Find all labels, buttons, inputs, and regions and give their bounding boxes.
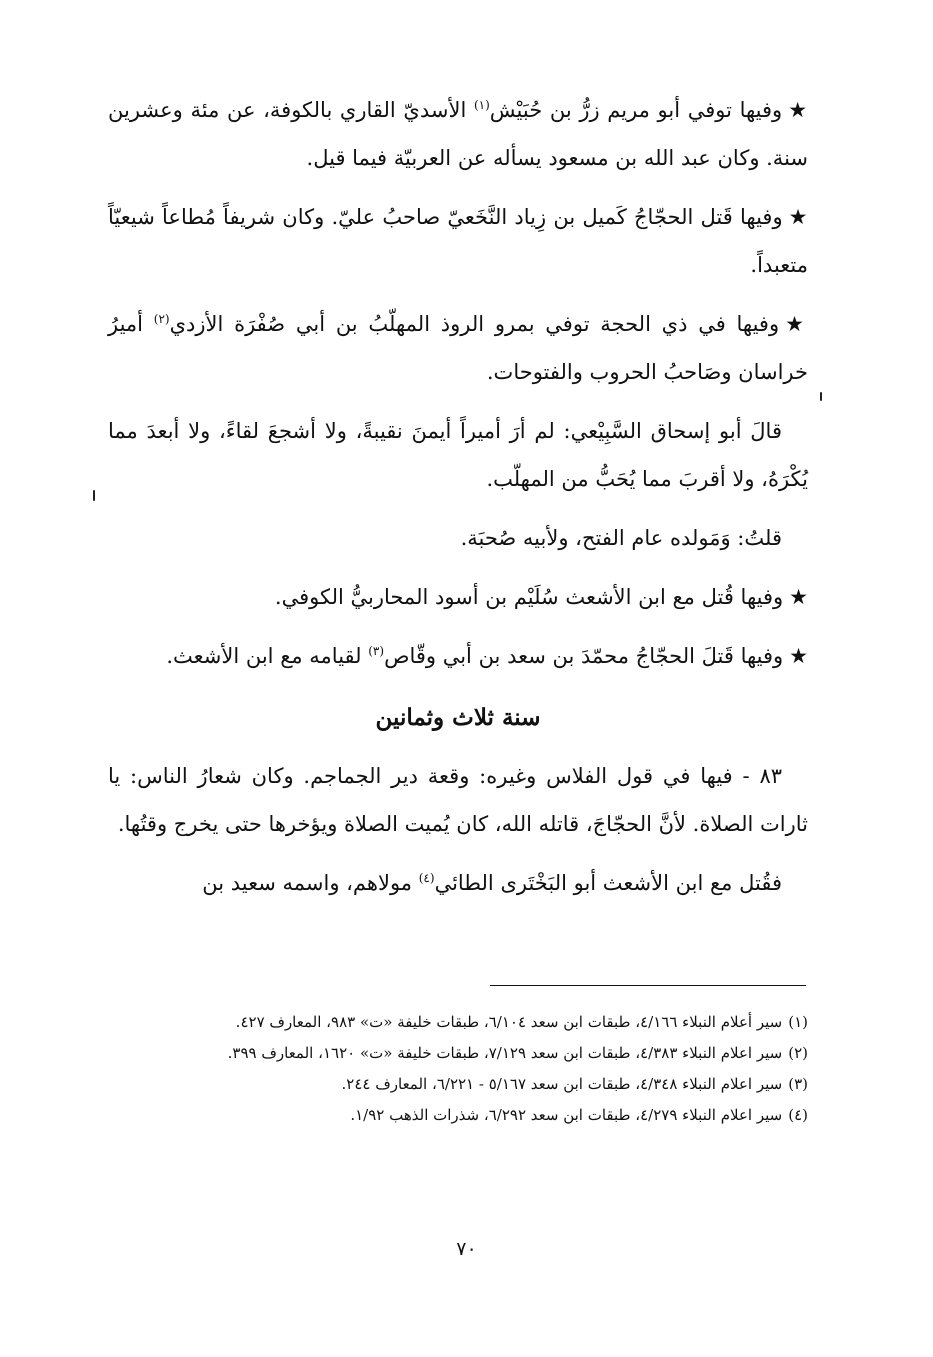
footnote-4-number: (٤) [788,1106,808,1124]
footnote-1-number: (١) [788,1013,808,1031]
footnote-1 [108,1008,808,1037]
paragraph-9 [108,859,808,907]
paragraph-7 [108,632,808,680]
footnote-ref-3: (٣) [368,644,385,658]
paragraph-8 [108,752,808,848]
paragraph-4-text: قالَ أبو إسحاق السَّبِيْعي: لم أرَ أميراً أيمنَ نقيبةً، ولا أشجعَ لقاءً، ولا أبعدَ مما يُكْرَهُ، ولا أقربَ مما يُحَبُّ من المهلّب. [108,419,808,491]
paragraph-1 [108,86,808,182]
paragraph-1-text: وفيها توفي أبو مريم زرُّ بن حُبَيْش [489,98,783,122]
main-text [108,86,808,918]
footnote-3-number: (٣) [788,1075,808,1093]
paragraph-6-text: وفيها قُتل مع ابن الأشعث سُلَيْم بن أسود المحاربيُّ الكوفي. [274,585,784,609]
paragraph-7-text: وفيها قَتلَ الحجّاجُ محمّدَ بن سعد بن أبي وقّاص [384,644,784,668]
star-icon: ★ [789,644,808,668]
footnote-divider [490,985,806,986]
paragraph-1-text-after: الأسديّ القاري بالكوفة، عن مئة وعشرين سنة. وكان عبد الله بن مسعود يسأله عن العربيّة فيما قيل. [108,98,808,170]
footnote-2 [108,1039,808,1068]
footnote-ref-1: (١) [473,98,490,112]
scan-speck [93,490,95,501]
paragraph-9-text-after: مولاهم، واسمه سعيد بن [202,871,419,895]
footnote-3-text: سير اعلام النبلاء ٤/٣٤٨، طبقات ابن سعد ٥/١٦٧ - ٦/٢٢١، المعارف ٢٤٤. [341,1075,783,1093]
paragraph-5-text: قلتُ: وَمَولده عام الفتح، ولأبيه صُحبَة. [460,526,782,550]
footnote-2-number: (٢) [788,1044,808,1062]
footnote-2-text: سير اعلام النبلاء ٤/٣٨٣، طبقات ابن سعد ٧/١٢٩، طبقات خليفة «ت» ١٦٢٠، المعارف ٣٩٩. [227,1044,783,1062]
scan-speck [820,392,822,401]
paragraph-2 [108,193,808,289]
paragraph-3-text: وفيها في ذي الحجة توفي بمرو الروذ المهلّبُ بن أبي صُفْرَة الأزدي [169,312,780,336]
footnotes [108,1008,808,1132]
footnote-ref-2: (٢) [153,312,170,326]
paragraph-8-text: ٨٣ - فيها في قول الفلاس وغيره: وقعة دير الجماجم. وكان شعارُ الناس: يا ثارات الصلاة. لأنَّ الحجّاجَ، قاتله الله، كان يُميت الصلاة ويؤخرها حتى يخرج وقتُها. [108,764,808,836]
section-heading: سنة ثلاث وثمانين [375,704,541,731]
star-icon: ★ [789,585,808,609]
paragraph-9-text: فقُتل مع ابن الأشعث أبو البَخْتَرى الطائي [434,871,782,895]
paragraph-5 [108,514,808,562]
paragraph-3 [108,300,808,396]
footnote-ref-4: (٤) [418,871,435,885]
page-number: ٧٠ [456,1238,477,1260]
footnote-4 [108,1101,808,1130]
star-icon: ★ [785,312,808,336]
footnote-4-text: سير اعلام النبلاء ٤/٢٧٩، طبقات ابن سعد ٦/٢٩٢، شذرات الذهب ١/٩٢. [350,1106,783,1124]
paragraph-4 [108,407,808,503]
star-icon: ★ [788,205,808,229]
footnote-3 [108,1070,808,1099]
paragraph-2-text: وفيها قَتل الحجّاجُ كَميل بن زِياد النَّخَعيّ صاحبُ عليّ. وكان شريفاً مُطاعاً شيعيّاً متعبداً. [108,205,808,277]
paragraph-3-text-after: أميرُ خراسان وصَاحبُ الحروب والفتوحات. [108,312,808,384]
star-icon: ★ [788,98,809,122]
footnote-1-text: سير أعلام النبلاء ٤/١٦٦، طبقات ابن سعد ٦/١٠٤، طبقات خليفة «ت» ٩٨٣، المعارف ٤٢٧. [235,1013,783,1031]
paragraph-6 [108,573,808,621]
paragraph-7-text-after: لقيامه مع ابن الأشعث. [166,644,369,668]
